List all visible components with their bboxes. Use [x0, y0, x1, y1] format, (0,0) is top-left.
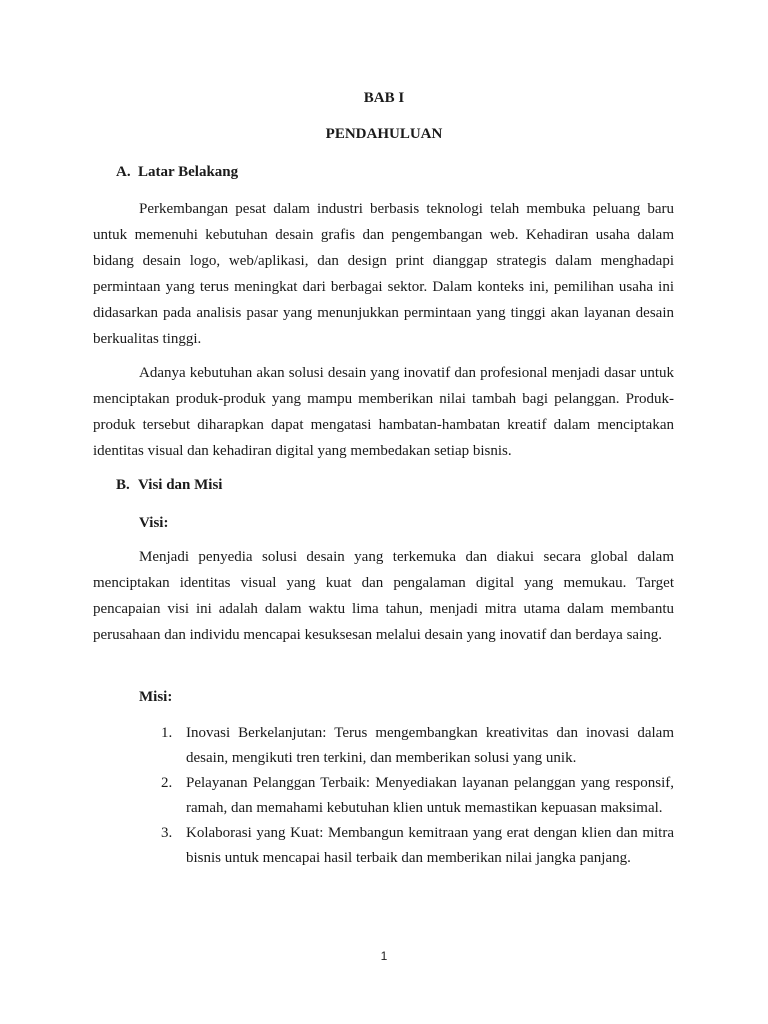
visi-label: Visi:: [139, 515, 169, 531]
misi-list: [139, 721, 674, 871]
section-a-title: Latar Belakang: [138, 164, 239, 180]
page-number: 1: [380, 949, 388, 963]
section-a-letter: A.: [116, 164, 131, 180]
misi-item-number: 1.: [161, 725, 173, 741]
section-a-heading: [116, 163, 238, 181]
misi-item-number: 3.: [161, 825, 173, 841]
misi-item-text: Pelayanan Pelanggan Terbaik: Menyediakan layanan pelanggan yang responsif, ramah, dan memahami kebutuhan klien untuk memastikan kepuasan maksimal.: [186, 775, 674, 816]
misi-item-text: Inovasi Berkelanjutan: Terus mengembangkan kreativitas dan inovasi dalam desain, mengikuti tren terkini, dan memberikan solusi yang unik.: [186, 725, 674, 766]
visi-paragraph: Menjadi penyedia solusi desain yang terkemuka dan diakui secara global dalam menciptakan identitas visual yang kuat dan pengalaman digital yang memukau. Target pencapaian visi ini adalah dalam waktu lima tahun, menjadi mitra utama dalam membantu perusahaan dan individu mencapai kesuksesan melalui desain yang inovatif dan berdaya saing.: [93, 549, 674, 643]
background-paragraph-2: Adanya kebutuhan akan solusi desain yang inovatif dan profesional menjadi dasar untuk menciptakan produk-produk yang mampu memberikan nilai tambah bagi pelanggan. Produk-produk tersebut diharapkan dapat mengatasi hambatan-hambatan kreatif dalam menciptakan identitas visual dan kehadiran digital yang membedakan setiap bisnis.: [93, 365, 674, 459]
misi-item-text: Kolaborasi yang Kuat: Membangun kemitraan yang erat dengan klien dan mitra bisnis untuk mencapai hasil terbaik dan memberikan nilai jangka panjang.: [186, 825, 674, 866]
section-b-heading: [116, 476, 222, 494]
misi-item-number: 2.: [161, 775, 173, 791]
section-b-letter: B.: [116, 477, 130, 493]
section-b-title: Visi dan Misi: [138, 477, 223, 493]
background-paragraph-1: Perkembangan pesat dalam industri berbasis teknologi telah membuka peluang baru untuk memenuhi kebutuhan desain grafis dan pengembangan web. Kehadiran usaha dalam bidang desain logo, web/aplikasi, dan design print dianggap strategis dalam menghadapi permintaan yang terus meningkat dari berbagai sektor. Dalam konteks ini, pemilihan usaha ini didasarkan pada analisis pasar yang menunjukkan permintaan yang tinggi akan layanan desain berkualitas tinggi.: [93, 201, 674, 347]
misi-item-2: [139, 771, 674, 821]
misi-item-1: [139, 721, 674, 771]
chapter-number: BAB I: [363, 90, 405, 106]
misi-item-3: [139, 821, 674, 871]
chapter-title: PENDAHULUAN: [325, 126, 443, 142]
misi-label: Misi:: [139, 689, 173, 705]
